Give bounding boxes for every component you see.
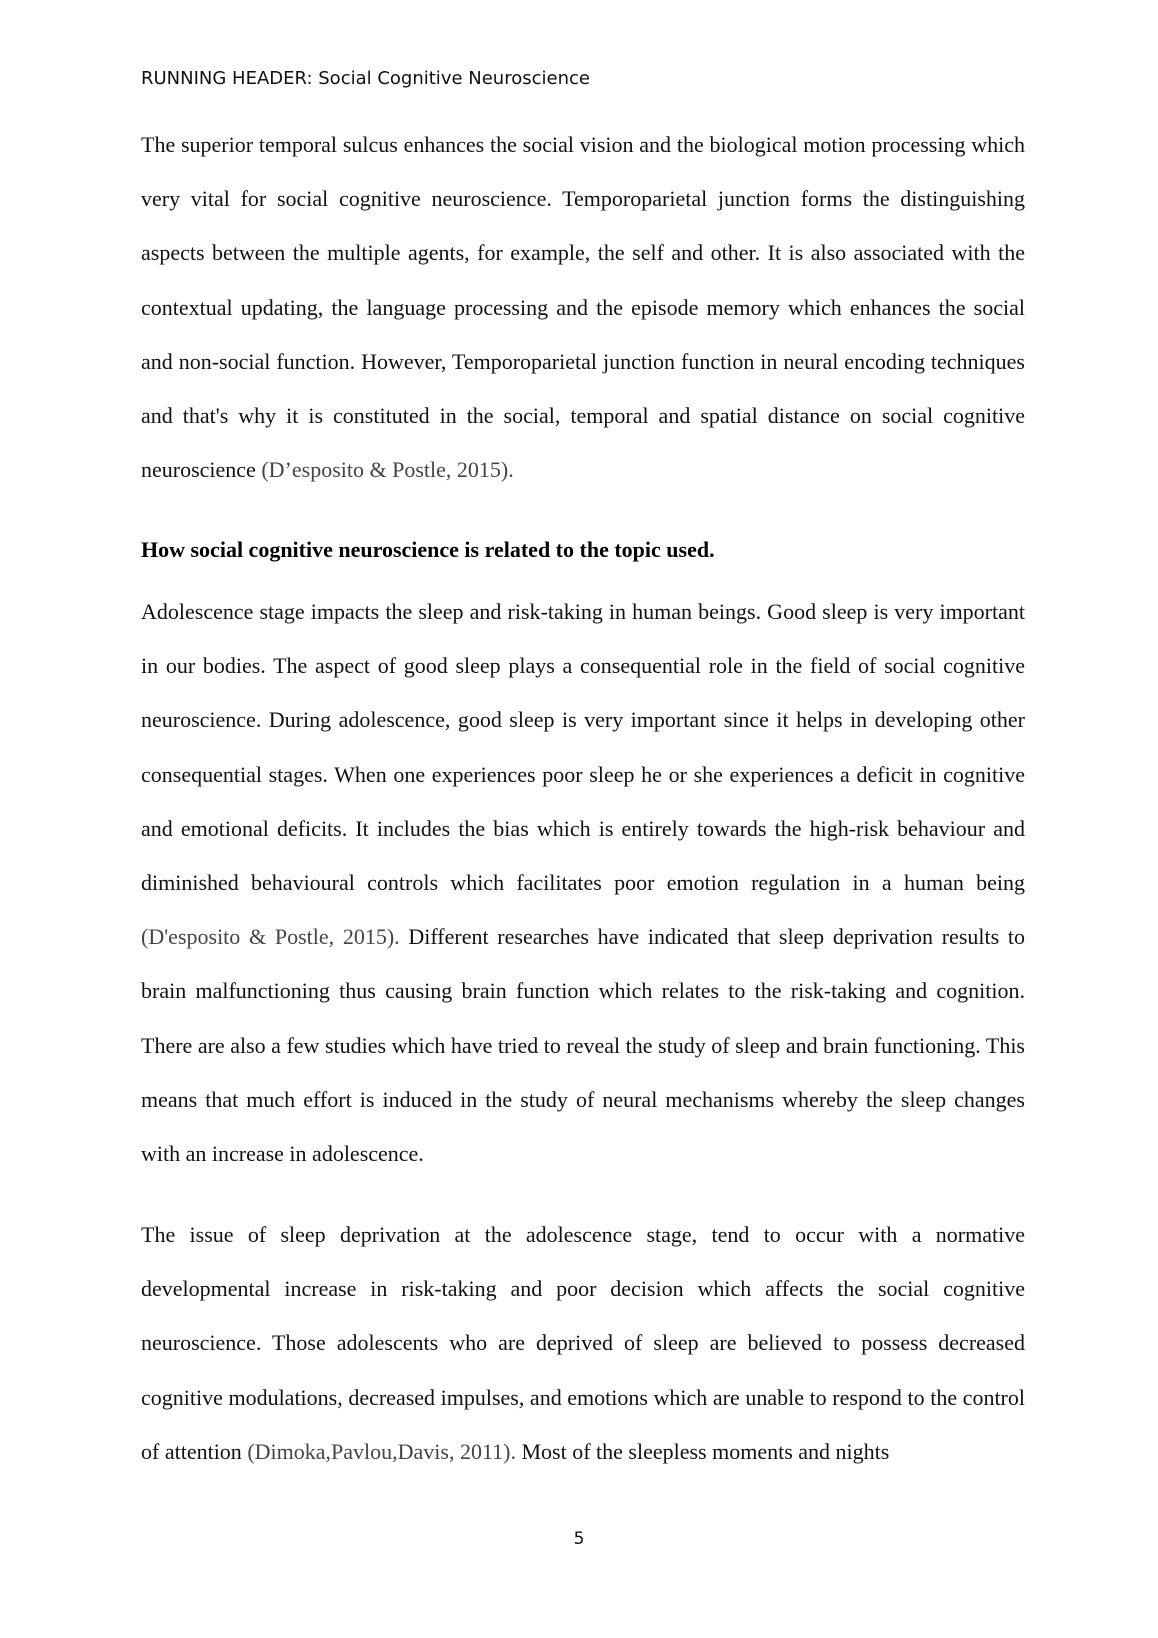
body-paragraph-3	[141, 1208, 1025, 1479]
section-heading: How social cognitive neuroscience is related to the topic used.	[141, 537, 715, 562]
citation: (D'esposito & Postle, 2015).	[141, 924, 400, 950]
paragraph-text-after: Most of the sleepless moments and nights	[515, 1438, 890, 1464]
paragraph-text: The issue of sleep deprivation at the adolescence stage, tend to occur with a normative developmental increase in risk-taking and poor decision which affects the social cognitive neuroscience. Those adolescents who are deprived of sleep are believed to possess decreased cognitive modulations, decreased impulses, and emotions which are unable to respond to the control of attention	[141, 1222, 1025, 1464]
paragraph-text-after: Different researches have indicated that sleep deprivation results to brain malfunctioning thus causing brain function which relates to the risk-taking and cognition. There are also a few studies which have tried to reveal the study of sleep and brain functioning. This means that much effort is induced in the study of neural mechanisms whereby the sleep changes with an increase in adolescence.	[141, 924, 1025, 1167]
body-paragraph-2	[141, 585, 1025, 1181]
citation: (D’esposito & Postle, 2015).	[261, 457, 514, 483]
paragraph-text: The superior temporal sulcus enhances the social vision and the biological motion processing which very vital for social cognitive neuroscience. Temporoparietal junction forms the distinguishing aspects between the multiple agents, for example, the self and other. It is also associated with the contextual updating, the language processing and the episode memory which enhances the social and non-social function. However, Temporoparietal junction function in neural encoding techniques and that's why it is constituted in the social, temporal and spatial distance on social cognitive neuroscience	[141, 132, 1025, 483]
running-header: RUNNING HEADER: Social Cognitive Neuroscience	[141, 68, 590, 89]
page-number: 5	[573, 1529, 585, 1549]
citation: (Dimoka,Pavlou,Davis, 2011).	[247, 1438, 516, 1464]
body-paragraph-1	[141, 118, 1025, 497]
paragraph-text: Adolescence stage impacts the sleep and risk-taking in human beings. Good sleep is very important in our bodies. The aspect of good sleep plays a consequential role in the field of social cognitive neuroscience. During adolescence, good sleep is very important since it helps in developing other consequential stages. When one experiences poor sleep he or she experiences a deficit in cognitive and emotional deficits. It includes the bias which is entirely towards the high-risk behaviour and diminished behavioural controls which facilitates poor emotion regulation in a human being	[141, 599, 1025, 896]
